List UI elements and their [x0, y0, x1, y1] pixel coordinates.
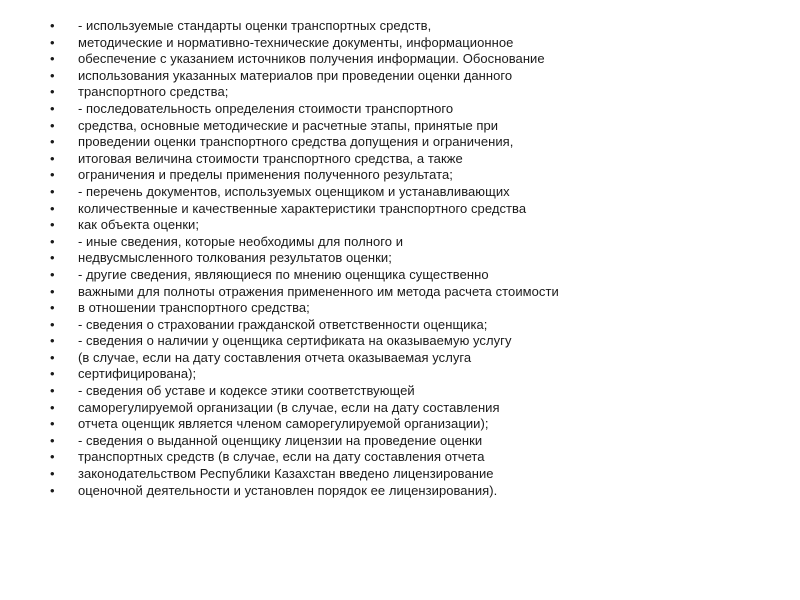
bullet-line: [50, 400, 559, 417]
line-text: - сведения об уставе и кодексе этики соответствующей: [78, 383, 415, 399]
bullet-line: [50, 84, 559, 101]
bullet-line: [50, 201, 559, 218]
bullet-line: [50, 333, 559, 350]
line-text: - другие сведения, являющиеся по мнению оценщика существенно: [78, 266, 489, 282]
bullet-dot-icon: •: [50, 84, 55, 100]
bullet-line: [50, 466, 559, 483]
bullet-line: [50, 300, 559, 317]
line-text: - последовательность определения стоимости транспортного: [78, 100, 454, 116]
line-text: как объекта оценки;: [78, 217, 200, 233]
bullet-dot-icon: •: [50, 449, 55, 465]
line-text: количественные и качественные характеристики транспортного средства: [78, 200, 527, 216]
bullet-line: [50, 350, 559, 367]
bullet-dot-icon: •: [50, 466, 55, 482]
bullet-line: [50, 101, 559, 118]
bullet-line: [50, 383, 559, 400]
bullet-line: [50, 483, 559, 500]
line-text: в отношении транспортного средства;: [78, 300, 310, 316]
bullet-dot-icon: •: [50, 233, 55, 249]
line-text: методические и нормативно-технические документы, информационное: [78, 34, 514, 50]
line-text: законодательством Республики Казахстан введено лицензирование: [78, 466, 494, 482]
line-text: саморегулируемой организации (в случае, если на дату составления: [78, 399, 500, 415]
bullet-dot-icon: •: [50, 349, 55, 365]
bullet-line: [50, 416, 559, 433]
line-text: недвусмысленного толкования результатов оценки;: [78, 250, 392, 266]
bullet-line: [50, 234, 559, 251]
line-text: транспортных средств (в случае, если на дату составления отчета: [78, 449, 485, 465]
bullet-dot-icon: •: [50, 51, 55, 67]
bullet-dot-icon: •: [50, 18, 55, 33]
line-text: проведении оценки транспортного средства допущения и ограничения,: [78, 134, 514, 150]
line-text: - сведения о наличии у оценщика сертификата на оказываемую услугу: [78, 333, 512, 349]
bullet-line: [50, 35, 559, 52]
line-text: - перечень документов, используемых оценщиком и устанавливающих: [78, 183, 510, 199]
line-text: отчета оценщик является членом саморегулируемой организации);: [78, 416, 489, 432]
line-text: оценочной деятельности и установлен порядок ее лицензирования).: [78, 482, 498, 498]
bullet-dot-icon: •: [50, 333, 55, 349]
bullet-line: [50, 184, 559, 201]
bullet-line: [50, 317, 559, 334]
bullet-dot-icon: •: [50, 432, 55, 448]
bullet-dot-icon: •: [50, 100, 55, 116]
bullet-line: [50, 134, 559, 151]
line-text: итоговая величина стоимости транспортного средства, а также: [78, 150, 463, 166]
bullet-dot-icon: •: [50, 117, 55, 133]
bullet-dot-icon: •: [50, 283, 55, 299]
line-text: средства, основные методические и расчетные этапы, принятые при: [78, 117, 499, 133]
bullet-dot-icon: •: [50, 34, 55, 50]
bullet-dot-icon: •: [50, 150, 55, 166]
line-text: важными для полноты отражения примененного им метода расчета стоимости: [78, 283, 559, 299]
bullet-line: [50, 167, 559, 184]
line-text: (в случае, если на дату составления отчета оказываемая услуга: [78, 349, 472, 365]
bullet-line: [50, 217, 559, 234]
bullet-line: [50, 449, 559, 466]
line-text: ограничения и пределы применения полученного результата;: [78, 167, 453, 183]
line-text: - сведения о страховании гражданской ответственности оценщика;: [78, 316, 488, 332]
bullet-dot-icon: •: [50, 250, 55, 266]
line-text: обеспечение с указанием источников получения информации. Обоснование: [78, 51, 545, 67]
bullet-dot-icon: •: [50, 167, 55, 183]
line-text: использования указанных материалов при проведении оценки данного: [78, 67, 513, 83]
line-text: - сведения о выданной оценщику лицензии на проведение оценки: [78, 432, 483, 448]
bullet-line: [50, 151, 559, 168]
line-text: - иные сведения, которые необходимы для полного и: [78, 233, 404, 249]
line-text: сертифицирована);: [78, 366, 197, 382]
line-text: транспортного средства;: [78, 84, 229, 100]
bullet-dot-icon: •: [50, 482, 55, 498]
line-text: - используемые стандарты оценки транспортных средств,: [78, 18, 432, 33]
bullet-line: [50, 18, 559, 35]
bullet-dot-icon: •: [50, 183, 55, 199]
bullet-line: [50, 366, 559, 383]
bullet-dot-icon: •: [50, 266, 55, 282]
bullet-line: [50, 284, 559, 301]
bullet-line: [50, 68, 559, 85]
bullet-dot-icon: •: [50, 134, 55, 150]
bullet-dot-icon: •: [50, 316, 55, 332]
bullet-line: [50, 267, 559, 284]
bullet-line: [50, 250, 559, 267]
bullet-list: [50, 18, 559, 499]
bullet-line: [50, 118, 559, 135]
bullet-dot-icon: •: [50, 217, 55, 233]
bullet-dot-icon: •: [50, 67, 55, 83]
bullet-dot-icon: •: [50, 416, 55, 432]
bullet-line: [50, 433, 559, 450]
bullet-dot-icon: •: [50, 300, 55, 316]
bullet-dot-icon: •: [50, 200, 55, 216]
bullet-dot-icon: •: [50, 366, 55, 382]
bullet-line: [50, 51, 559, 68]
bullet-dot-icon: •: [50, 383, 55, 399]
bullet-dot-icon: •: [50, 399, 55, 415]
